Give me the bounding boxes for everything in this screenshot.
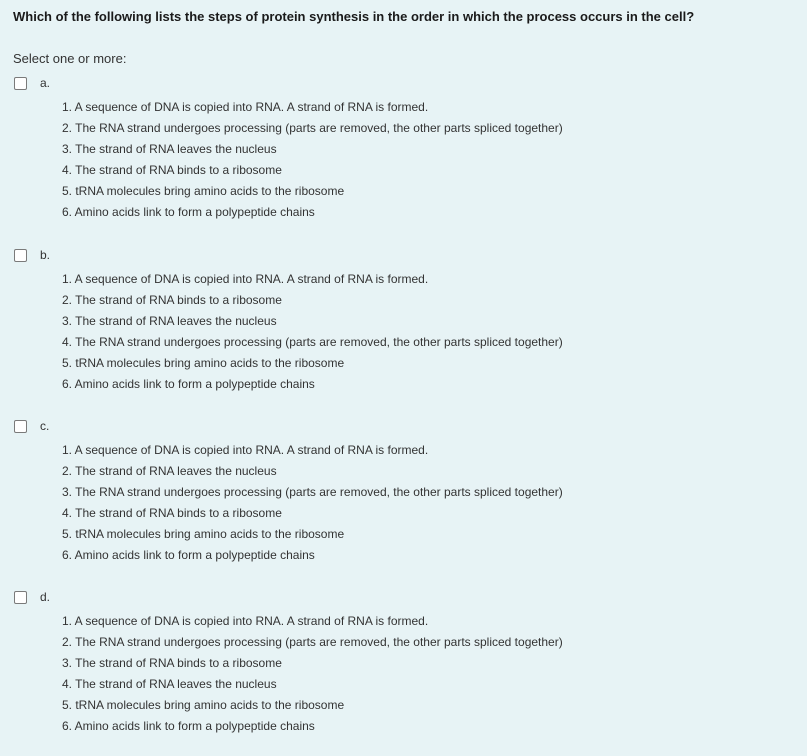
list-item: 6. Amino acids link to form a polypeptide chains — [62, 719, 315, 733]
list-item: 2. The strand of RNA leaves the nucleus — [62, 464, 277, 478]
list-item: 5. tRNA molecules bring amino acids to the ribosome — [62, 527, 345, 541]
list-item: 4. The strand of RNA leaves the nucleus — [62, 677, 277, 691]
checkbox-option-b[interactable] — [14, 249, 27, 262]
option-c[interactable] — [12, 420, 792, 585]
list-item: 1. A sequence of DNA is copied into RNA. A strand of RNA is formed. — [62, 272, 429, 286]
option-d[interactable] — [12, 591, 792, 756]
option-letter: d. — [40, 590, 51, 604]
select-prompt: Select one or more: — [13, 51, 127, 66]
checkbox-option-c[interactable] — [14, 420, 27, 433]
list-item: 3. The strand of RNA leaves the nucleus — [62, 142, 277, 156]
list-item: 6. Amino acids link to form a polypeptide chains — [62, 548, 315, 562]
list-item: 5. tRNA molecules bring amino acids to the ribosome — [62, 184, 345, 198]
checkbox-option-d[interactable] — [14, 591, 27, 604]
list-item: 6. Amino acids link to form a polypeptide chains — [62, 377, 315, 391]
list-item: 5. tRNA molecules bring amino acids to the ribosome — [62, 356, 345, 370]
list-item: 4. The strand of RNA binds to a ribosome — [62, 506, 282, 520]
list-item: 3. The RNA strand undergoes processing (parts are removed, the other parts spliced together) — [62, 485, 563, 499]
list-item: 2. The RNA strand undergoes processing (parts are removed, the other parts spliced together) — [62, 635, 563, 649]
list-item: 5. tRNA molecules bring amino acids to the ribosome — [62, 698, 345, 712]
list-item: 2. The RNA strand undergoes processing (parts are removed, the other parts spliced together) — [62, 121, 563, 135]
list-item: 3. The strand of RNA binds to a ribosome — [62, 656, 282, 670]
list-item: 4. The RNA strand undergoes processing (parts are removed, the other parts spliced together) — [62, 335, 563, 349]
checkbox-option-a[interactable] — [14, 77, 27, 90]
option-letter: a. — [40, 76, 51, 90]
option-letter: b. — [40, 248, 51, 262]
list-item: 6. Amino acids link to form a polypeptide chains — [62, 205, 315, 219]
option-a[interactable] — [12, 77, 792, 242]
list-item: 1. A sequence of DNA is copied into RNA. A strand of RNA is formed. — [62, 100, 429, 114]
list-item: 4. The strand of RNA binds to a ribosome — [62, 163, 282, 177]
question-text: Which of the following lists the steps of protein synthesis in the order in which the process occurs in the cell? — [13, 9, 695, 24]
step-list — [62, 612, 563, 738]
list-item: 3. The strand of RNA leaves the nucleus — [62, 314, 277, 328]
step-list — [62, 98, 563, 224]
list-item: 1. A sequence of DNA is copied into RNA. A strand of RNA is formed. — [62, 443, 429, 457]
list-item: 1. A sequence of DNA is copied into RNA. A strand of RNA is formed. — [62, 614, 429, 628]
step-list — [62, 270, 563, 396]
list-item: 2. The strand of RNA binds to a ribosome — [62, 293, 282, 307]
option-b[interactable] — [12, 249, 792, 414]
step-list — [62, 441, 563, 567]
option-letter: c. — [40, 419, 50, 433]
